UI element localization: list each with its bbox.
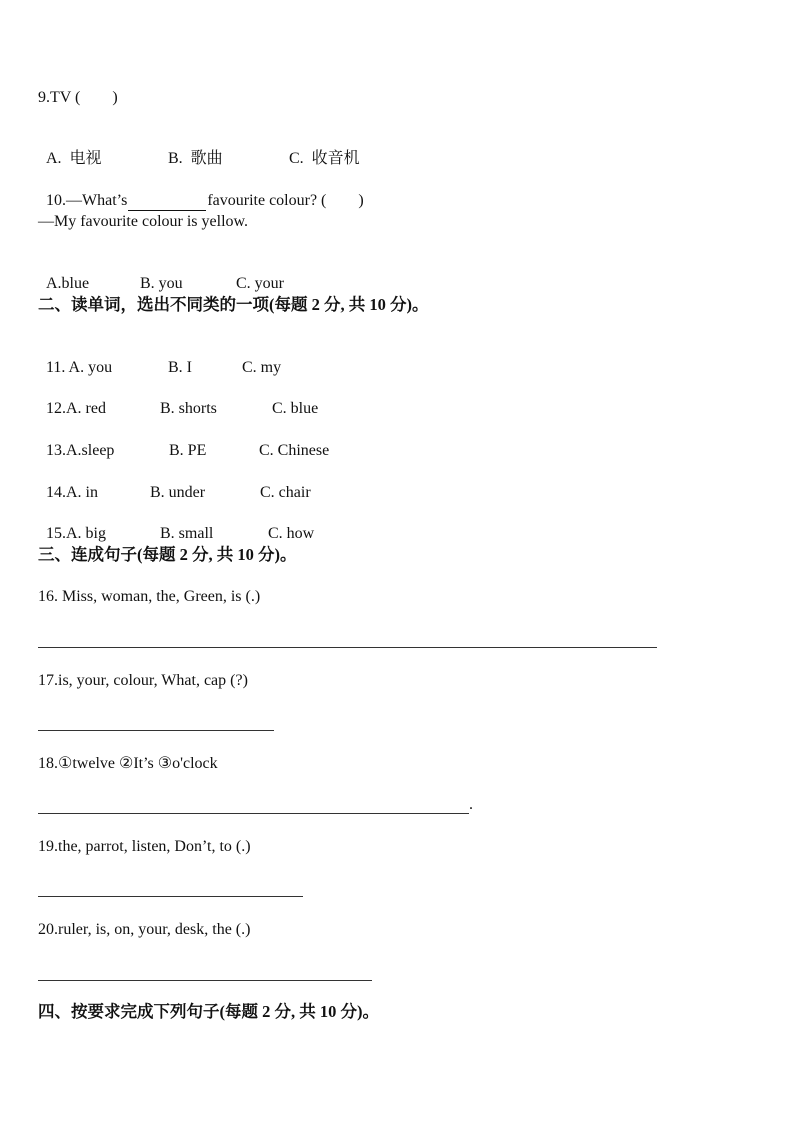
- question-14-option-a: 14.A. in: [46, 484, 98, 501]
- answer-line-18-period: .: [469, 796, 473, 813]
- answer-line-16[interactable]: [38, 647, 657, 648]
- question-11: [38, 338, 281, 378]
- question-15-option-a: 15.A. big: [46, 525, 106, 542]
- question-9-option-c: C. 收音机: [289, 150, 360, 167]
- question-14-option-c: C. chair: [260, 484, 311, 501]
- question-12-option-a: 12.A. red: [46, 400, 106, 417]
- question-15-option-b: B. small: [160, 525, 214, 542]
- section-3-heading: 三、连成句子(每题 2 分, 共 10 分)。: [38, 545, 297, 564]
- question-9-options: [38, 129, 360, 169]
- question-12: [38, 379, 318, 419]
- question-10-blank: [128, 193, 206, 211]
- question-10-stem: [38, 171, 364, 211]
- question-9-stem: 9.TV ( ): [38, 89, 118, 106]
- answer-line-20[interactable]: [38, 980, 372, 981]
- question-14: [38, 463, 311, 503]
- question-16: 16. Miss, woman, the, Green, is (.): [38, 588, 261, 605]
- question-11-option-a: 11. A. you: [46, 359, 113, 376]
- question-9-option-b: B. 歌曲: [168, 150, 223, 167]
- question-10-option-c: C. your: [236, 275, 284, 292]
- question-20: 20.ruler, is, on, your, desk, the (.): [38, 921, 251, 938]
- question-13: [38, 421, 329, 461]
- question-19: 19.the, parrot, listen, Don’t, to (.): [38, 838, 251, 855]
- section-2-heading: 二、读单词，选出不同类的一项(每题 2 分, 共 10 分)。: [38, 295, 429, 314]
- question-10-option-b: B. you: [140, 275, 183, 292]
- question-10-stem-after: favourite colour? ( ): [207, 192, 364, 209]
- question-15: [38, 504, 314, 544]
- question-18: 18.①twelve ②It’s ③o'clock: [38, 755, 218, 772]
- question-10-option-a: A.blue: [46, 275, 90, 292]
- question-13-option-a: 13.A.sleep: [46, 442, 115, 459]
- section-4-heading: 四、按要求完成下列句子(每题 2 分, 共 10 分)。: [38, 1002, 379, 1021]
- question-9-option-a: A. 电视: [46, 150, 102, 167]
- answer-line-17[interactable]: [38, 730, 274, 731]
- question-13-option-b: B. PE: [169, 442, 207, 459]
- question-10-stem-before: 10.—What’s: [46, 192, 128, 209]
- question-14-option-b: B. under: [150, 484, 206, 501]
- question-17: 17.is, your, colour, What, cap (?): [38, 672, 248, 689]
- question-11-option-b: B. I: [168, 359, 192, 376]
- answer-line-19[interactable]: [38, 896, 303, 897]
- question-10-response: —My favourite colour is yellow.: [38, 213, 249, 230]
- question-11-option-c: C. my: [242, 359, 282, 376]
- question-13-option-c: C. Chinese: [259, 442, 330, 459]
- question-12-option-c: C. blue: [272, 400, 319, 417]
- question-10-options: [38, 254, 284, 294]
- question-12-option-b: B. shorts: [160, 400, 217, 417]
- answer-line-18[interactable]: [38, 813, 469, 814]
- question-15-option-c: C. how: [268, 525, 315, 542]
